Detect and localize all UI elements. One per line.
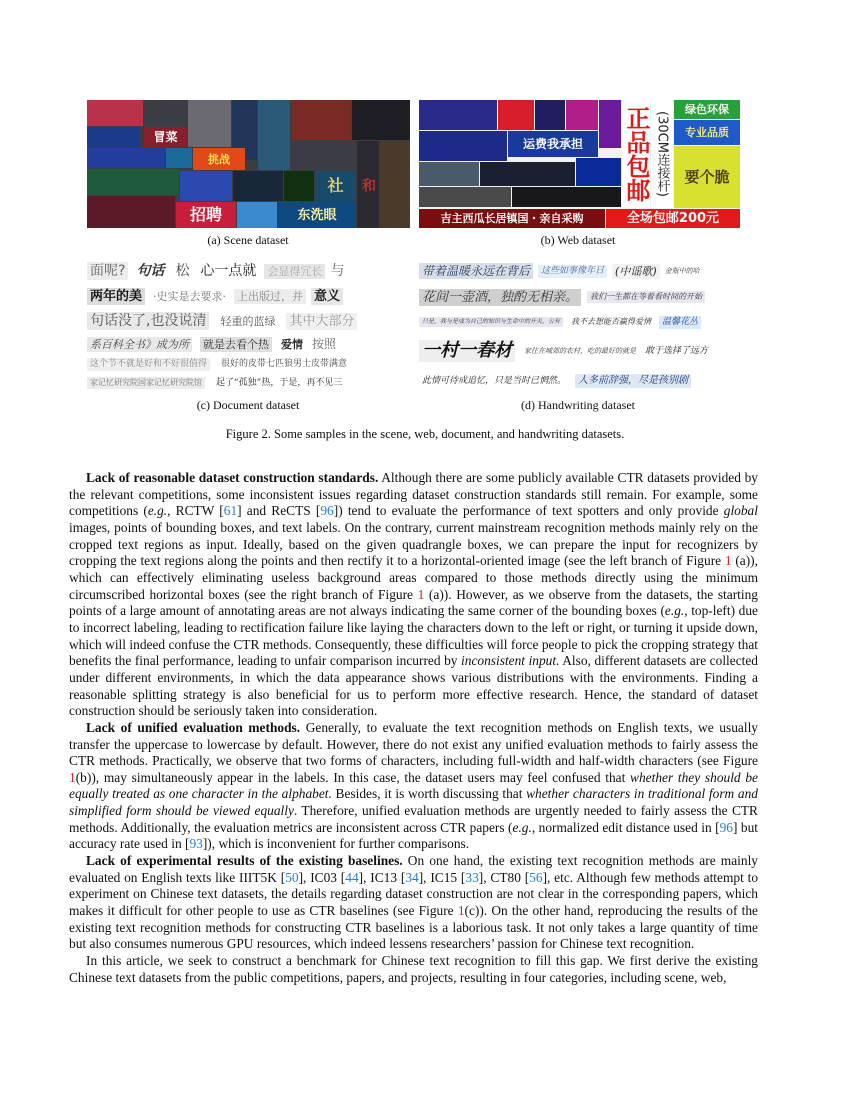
- web-badge-cui: 要个脆: [674, 146, 740, 208]
- citation-link[interactable]: 96: [719, 819, 733, 835]
- document-row: [87, 260, 410, 282]
- handwriting-snippet: 家住在城郊的农村，吃的最好的就是: [524, 346, 636, 355]
- scene-sample: [87, 169, 179, 195]
- figure-ref-link[interactable]: 1: [724, 553, 732, 569]
- figure-ref-link[interactable]: 1: [457, 903, 465, 919]
- document-snippet: 爱情: [281, 337, 303, 351]
- handwriting-row: [419, 370, 740, 392]
- web-sample: [576, 158, 621, 186]
- scene-sign-caicai: 冒菜: [144, 127, 187, 147]
- scene-sign-she: 社: [315, 171, 356, 201]
- emphasis: inconsistent input.: [461, 653, 560, 669]
- web-banner-caigou: 吉主西瓜长居镇国・亲自采购: [419, 209, 605, 228]
- handwriting-snippet: 这些如事像年日: [538, 265, 607, 278]
- paragraph-heading: Lack of unified evaluation methods.: [86, 719, 301, 735]
- document-snippet: 就是去看个热: [200, 337, 272, 352]
- handwriting-row: [419, 312, 740, 332]
- handwriting-row: [419, 336, 740, 366]
- scene-sample: [87, 196, 175, 228]
- scene-sample: [180, 171, 232, 201]
- web-sample: [419, 162, 479, 186]
- document-snippet: 上出版过，并: [234, 289, 306, 304]
- citation-link[interactable]: 96: [320, 503, 334, 519]
- handwriting-dataset-panel: [419, 260, 740, 392]
- document-row: [87, 355, 410, 373]
- web-sample: [419, 187, 511, 207]
- citation-link[interactable]: 93: [189, 836, 203, 852]
- document-snippet: 家记忆研究院国家记忆研究院馆: [87, 377, 205, 389]
- emphasis: global: [723, 503, 758, 519]
- web-banner-baoyou: 全场包邮200元: [606, 209, 740, 228]
- web-sample: [419, 100, 497, 130]
- figure-caption: Figure 2. Some samples in the scene, web, document, and handwriting datasets.: [225, 427, 625, 441]
- document-snippet: 两年的美: [87, 288, 145, 305]
- subcaption-scene: (a) Scene dataset: [207, 233, 289, 247]
- handwriting-snippet: 我不去想能否赢得爱情: [571, 317, 652, 326]
- emphasis: e.g.: [664, 603, 685, 619]
- subcaption-document: (c) Document dataset: [196, 398, 300, 412]
- citation-link[interactable]: 44: [345, 869, 359, 885]
- web-sample: [480, 162, 575, 186]
- document-snippet: 轻重的蓝绿: [220, 314, 276, 328]
- document-snippet: 起了“孤独”热，于是，再不见三: [216, 377, 343, 388]
- document-snippet: 与: [330, 263, 345, 279]
- emphasis: whether they should be equally treated as one character in the alphabet.: [69, 769, 758, 802]
- document-snippet: 系百科全书》成为所: [87, 337, 192, 352]
- figure-ref-link[interactable]: 1: [417, 586, 425, 602]
- document-row: [87, 285, 410, 307]
- scene-sample: [284, 171, 314, 201]
- citation-link[interactable]: 61: [223, 503, 238, 519]
- document-snippet: 心一点就: [200, 263, 257, 279]
- scene-sample: [188, 100, 231, 147]
- web-badge-yunfei: 运费我承担: [508, 131, 598, 157]
- web-sample: [419, 131, 507, 161]
- paragraph-heading: Lack of reasonable dataset construction standards.: [86, 470, 379, 485]
- handwriting-snippet: 带着温暖永远在背后: [419, 263, 533, 279]
- handwriting-snippet: 金瓶中的哈: [664, 266, 700, 275]
- paragraph-experimental-baselines: Lack of experimental results of the existing baselines. On one hand, the existing text recognition methods are mainly evaluated on English texts like IIIT5K [50], IC03 [44], IC13 [34], IC15 [33], CT80 [56], etc. Although few methods attempt to experiment on Chinese text datasets, the details regarding dataset construction are not clear in the corresponding papers, which makes it difficult for other people to use as CTR baselines (see Figure 1(c)). On the other hand, reproducing the results of the existing text recognition methods for constructing CTR baselines is a laborious task. It not only takes a large quantity of time but also consumes numerous GPU resources, which indeed lessens researchers’ passion for Chinese text recognition.: [69, 853, 759, 952]
- handwriting-snippet: (中谣歌): [612, 264, 660, 279]
- scene-sample: [166, 148, 192, 168]
- citation-link[interactable]: 33: [465, 869, 479, 885]
- web-badge-lvse: 绿色环保: [674, 100, 740, 119]
- subcaption-handwriting: (d) Handwriting dataset: [521, 398, 635, 412]
- handwriting-snippet: 人多前辞强，尽是孩别剧: [575, 374, 691, 388]
- document-dataset-panel: [87, 260, 410, 392]
- citation-link[interactable]: 34: [405, 869, 419, 885]
- handwriting-snippet: 我们一生都在等着看时间的开始: [587, 291, 705, 303]
- scene-sample: [352, 100, 410, 140]
- web-badge-zhengpin: 正品包邮: [622, 100, 650, 208]
- paragraph-evaluation-methods: Lack of unified evaluation methods. Generally, to evaluate the text recognition methods on English texts, we usually transfer the uppercase to lowercase by default. However, there do not exist any unified evaluation methods to fairly assess the CTR methods. Practically, we observe that two forms of characters, including full-width and half-width characters (see Figure 1(b)), may simultaneously appear in the labels. In this case, the dataset users may feel confused that whether they should be equally treated as one character in the alphabet. Besides, it is worth discussing that whether characters in traditional form and simplified form should be viewed equally. Therefore, unified evaluation methods are urgently needed to fairly assess the CTR methods. Additionally, the evaluation metrics are inconsistent across CTR papers (e.g., normalized edit distance used in [96] but accuracy rate used in [93]), which is inconvenient for further comparisons.: [69, 719, 758, 852]
- handwriting-snippet: 敢于选择了远方: [645, 345, 709, 356]
- document-snippet: 句话: [136, 263, 165, 279]
- scene-dataset-panel: [87, 100, 410, 228]
- emphasis: e.g.: [512, 819, 532, 835]
- figure-ref-link[interactable]: 1: [69, 769, 76, 785]
- web-sample: [512, 187, 621, 207]
- handwriting-snippet: 一村一春材: [419, 340, 515, 362]
- document-snippet: ·史实是去要求·: [153, 289, 227, 303]
- scene-sign-xiyan: 东洗眼: [278, 202, 356, 228]
- scene-sample: [258, 100, 290, 170]
- paragraph-dataset-standards: Lack of reasonable dataset construction standards. Although there are some publicly available CTR datasets provided by the relevant competitions, some inconsistent issues regarding dataset construction standards still remain. For example, some competitions (e.g., RCTW [61] and ReCTS [96]) tend to evaluate the performance of text spotters and only provide global images, points of bounding boxes, and text labels. On the contrary, current mainstream recognition methods mainly rely on the cropped text regions as input. Ideally, based on the given quadrangle boxes, we can prepare the input for recognizers by cropping the text regions along the points and then rectify it to a horizontal-oriented image (see the left branch of Figure 1 (a)), which can effectively eliminating useless background areas compared to those methods directly using the minimum circumscribed horizontal boxes (see the right branch of Figure 1 (a)). However, as we observe from the datasets, the starting points of a large amount of annotating areas are not always indicating the same corner of the bounding boxes (e.g., top-left) due to incorrect labeling, leading to rectification failure like laying the characters down to the left or right, or turning it upside down, which will indeed confuse the CTR methods. Consequently, these difficulties will force people to pick the cropping strategy that benefits the final performance, leading to unfair comparison incurred by inconsistent input. Also, different datasets are collected under different environments, in which the data appearance shows various distributions with the environments. Finding a reasonable splitting strategy is also beneficial for us to perform more effective research. Hence, the standard of dataset construction should be seriously taken into consideration.: [69, 470, 759, 719]
- emphasis: e.g.: [147, 503, 168, 519]
- handwriting-snippet: 只是，我与是成为自己的知识与生命中的开关，公有: [419, 317, 563, 327]
- scene-sample: [237, 202, 277, 228]
- web-badge-zhuanye: 专业品质: [674, 120, 740, 145]
- scene-sample: [380, 141, 410, 228]
- document-snippet: 很好的皮带七匹狼男士皮带满意: [221, 358, 348, 369]
- scene-sample: [87, 148, 165, 168]
- document-snippet: 松: [175, 263, 190, 279]
- scene-sign-he: 和: [357, 141, 379, 228]
- subcaption-web: (b) Web dataset: [540, 233, 616, 247]
- scene-sample: [291, 100, 351, 140]
- document-snippet: 按照: [312, 337, 337, 351]
- handwriting-snippet: 温馨花丛: [659, 316, 701, 329]
- citation-link[interactable]: 56: [529, 869, 543, 885]
- document-row: [87, 334, 410, 354]
- handwriting-row: [419, 260, 740, 282]
- document-snippet: 句话没了,也没说清: [87, 312, 209, 330]
- emphasis: whether characters in traditional form and simplified form should be viewed equally: [69, 786, 758, 819]
- document-row: [87, 310, 410, 332]
- web-sample: [599, 100, 621, 148]
- handwriting-row: [419, 286, 740, 308]
- document-row: [87, 374, 410, 392]
- paragraph-this-article: In this article, we seek to construct a benchmark for Chinese text recognition to fill this gap. We first derive the existing Chinese text datasets from the public competitions, papers, and projects, resulting in four categories, including scene, web,: [69, 953, 758, 985]
- scene-sample: [87, 127, 139, 147]
- scene-sample: [233, 171, 283, 201]
- web-sample: [498, 100, 534, 130]
- handwriting-snippet: 此情可待成追忆，只是当时已惘然。: [422, 375, 567, 386]
- body-text: [69, 470, 758, 986]
- paragraph-heading: Lack of experimental results of the existing baselines.: [86, 853, 403, 869]
- citation-link[interactable]: 50: [285, 869, 299, 885]
- web-badge-30cm: (30CM连接杆): [651, 100, 673, 208]
- web-sample: [566, 100, 598, 130]
- document-snippet: 会显得冗长: [264, 264, 325, 279]
- document-snippet: 这个节不就是好和不好很值得: [87, 358, 210, 371]
- scene-sign-zhaopin: 招聘: [176, 202, 236, 228]
- document-snippet: 意义: [311, 288, 343, 305]
- scene-sign-tiaozhan: 挑战: [193, 148, 245, 170]
- document-snippet: 其中大部分: [286, 313, 357, 330]
- scene-sample: [87, 100, 143, 126]
- document-snippet: 面呢?: [87, 262, 128, 280]
- web-dataset-panel: [419, 100, 740, 228]
- handwriting-snippet: 花间一壶酒，独酌无相亲。: [419, 289, 581, 306]
- web-sample: [535, 100, 565, 130]
